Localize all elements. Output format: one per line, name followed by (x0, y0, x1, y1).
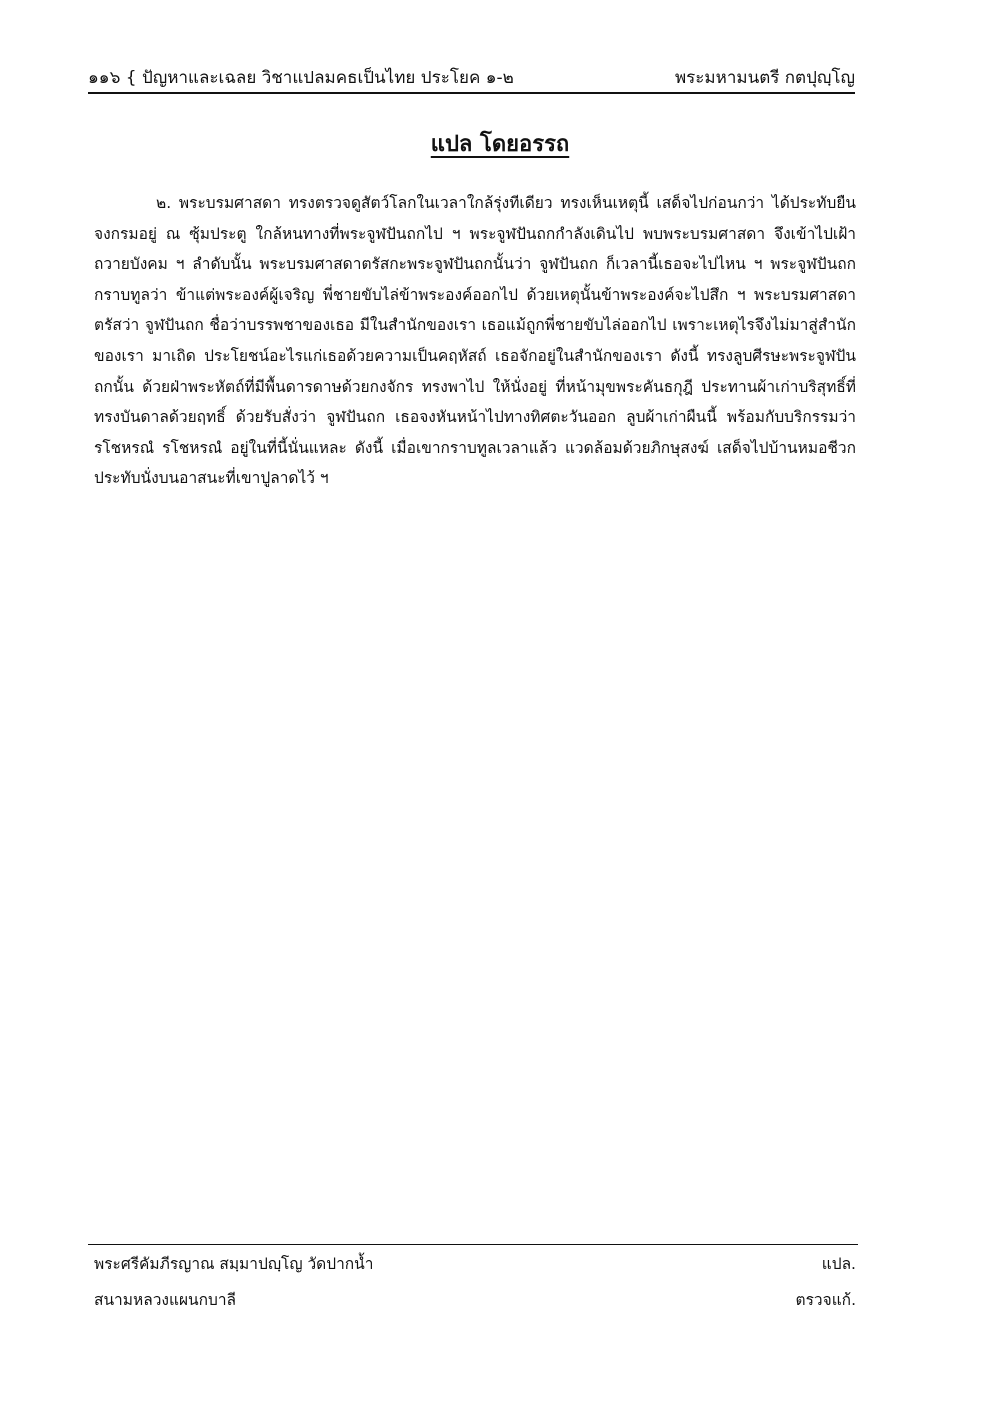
header-divider (88, 92, 855, 94)
footer-reviewer-name: สนามหลวงแผนกบาลี (94, 1291, 237, 1309)
page-header (88, 64, 855, 94)
section-title: แปล โดยอรรถ (430, 132, 570, 157)
body-paragraph: ๒. พระบรมศาสดา ทรงตรวจดูสัตว์โลกในเวลาใกล้รุ่งทีเดียว ทรงเห็นเหตุนี้ เสด็จไปก่อนกว่า ได้ประทับยืนจงกรมอยู่ ณ ซุ้มประตู ใกล้หนทางที่พระจูฬปันถกไป ฯ พระจูฬปันถกกำลังเดินไป พบพระบรมศาสดา จึงเข้าไปเฝ้าถวายบังคม ฯ ลำดับนั้น พระบรมศาสดาตรัสกะพระจูฬปันถกนั้นว่า จูฬปันถก ก็เวลานี้เธอจะไปไหน ฯ พระจูฬปันถกกราบทูลว่า ข้าแต่พระองค์ผู้เจริญ พี่ชายขับไล่ข้าพระองค์ออกไป ด้วยเหตุนั้นข้าพระองค์จะไปสึก ฯ พระบรมศาสดาตรัสว่า จูฬปันถก ชื่อว่าบรรพชาของเธอ มีในสำนักของเรา เธอแม้ถูกพี่ชายขับไล่ออกไป เพราะเหตุไรจึงไม่มาสู่สำนักของเรา มาเถิด ประโยชน์อะไรแก่เธอด้วยความเป็นคฤหัสถ์ เธอจักอยู่ในสำนักของเรา ดังนี้ ทรงลูบศีรษะพระจูฬปันถกนั้น ด้วยฝ่าพระหัตถ์ที่มีพื้นดารดาษด้วยกงจักร ทรงพาไป ให้นั่งอยู่ ที่หน้ามุขพระคันธกุฎี ประทานผ้าเก่าบริสุทธิ์ที่ทรงบันดาลด้วยฤทธิ์ ด้วยรับสั่งว่า จูฬปันถก เธอจงหันหน้าไปทางทิศตะวันออก ลูบผ้าเก่าผืนนี้ พร้อมกับบริกรรมว่า รโชหรณํ รโชหรณํ อยู่ในที่นี้นั่นแหละ ดังนี้ เมื่อเขากราบทูลเวลาแล้ว แวดล้อมด้วยภิกษุสงฆ์ เสด็จไปบ้านหมอชีวก ประทับนั่งบนอาสนะที่เขาปูลาดไว้ ฯ (94, 194, 856, 488)
header-book-title: ๑๑๖ { ปัญหาและเฉลย วิชาแปลมคธเป็นไทย ประโยค ๑-๒ (88, 68, 514, 88)
footer-translator-role: แปล. (821, 1255, 856, 1273)
footer-row-reviewer (94, 1287, 856, 1313)
footer-divider (88, 1244, 858, 1245)
header-author: พระมหามนตรี กตปุญฺโญ (674, 68, 855, 88)
footer-reviewer-role: ตรวจแก้. (795, 1291, 856, 1309)
footer-row-translator (94, 1251, 856, 1277)
footer-translator-name: พระศรีคัมภีรญาณ สมฺมาปญฺโญ วัดปากน้ำ (94, 1255, 374, 1273)
